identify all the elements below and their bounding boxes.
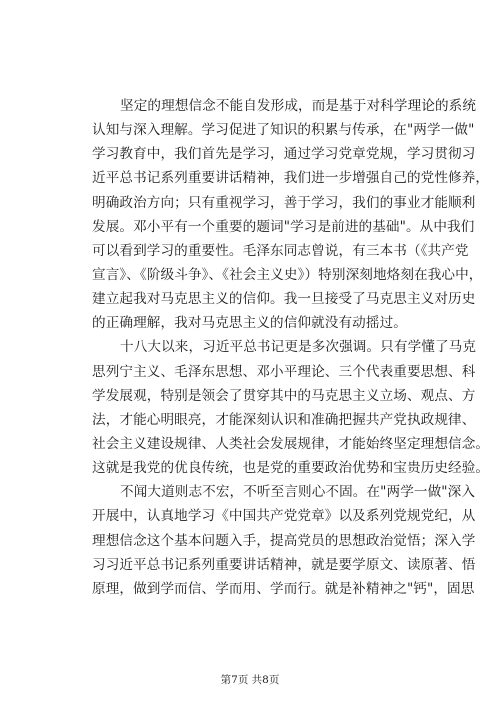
paragraph-2-line: 这就是我党的优良传统，也是党的重要政治优势和宝贵历史经验。: [92, 460, 490, 477]
page-number-footer: 第7页 共8页: [220, 674, 280, 686]
paragraph-2-line: 思列宁主义、毛泽东思想、邓小平理论、三个代表重要思想、科: [92, 363, 476, 380]
paragraph-2-line: 十八大以来，习近平总书记更是多次强调。只有学懂了马克: [120, 339, 477, 356]
paragraph-3-line: 开展中，认真地学习《中国共产党党章》以及系列党规党纪，从: [92, 508, 476, 525]
body-text: [92, 94, 490, 601]
paragraph-1-line: 近平总书记系列重要讲话精神，我们进一步增强自己的党性修养，: [92, 170, 490, 187]
paragraph-1-line: 可以看到学习的重要性。毛泽东同志曾说，有三本书（《共产党: [92, 242, 469, 259]
paragraph-1-line: 建立起我对马克思主义的信仰。我一旦接受了马克思主义对历史: [92, 291, 476, 308]
paragraph-3-line: 原理，做到学而信、学而用、学而行。就是补精神之"钙"，固思: [92, 580, 475, 597]
paragraph-3-line: 习习近平总书记系列重要讲话精神，就是要学原文、读原著、悟: [92, 556, 476, 573]
paragraph-2-line: 社会主义建设规律、人类社会发展规律，才能始终坚定理想信念。: [92, 435, 490, 452]
paragraph-1-line: 发展。邓小平有一个重要的题词"学习是前进的基础"。从中我们: [92, 218, 475, 235]
paragraph-2-line: 法，才能心明眼亮，才能深刻认识和准确把握共产党执政规律、: [92, 411, 476, 428]
paragraph-3-line: 理想信念这个基本问题入手，提高党员的思想政治觉悟；深入学: [92, 532, 476, 549]
paragraph-3-line: 不闻大道则志不宏，不听至言则心不固。在"两学一做"深入: [120, 484, 476, 501]
paragraph-1-line: 明确政治方向；只有重视学习，善于学习，我们的事业才能顺利: [92, 194, 476, 211]
paragraph-1-line: 认知与深入理解。学习促进了知识的积累与传承，在"两学一做": [92, 122, 475, 139]
paragraph-1-line: 学习教育中，我们首先是学习，通过学习党章党规，学习贯彻习: [92, 146, 476, 163]
paragraph-1-line: 的正确理解，我对马克思主义的信仰就没有动摇过。: [92, 315, 407, 332]
paragraph-1-line: 坚定的理想信念不能自发形成，而是基于对科学理论的系统: [120, 98, 477, 114]
paragraph-1-line: 宣言》、《阶级斗争》、《社会主义史》）特别深刻地烙刻在我心中，: [92, 266, 483, 283]
paragraph-2-line: 学发展观，特别是领会了贯穿其中的马克思主义立场、观点、方: [92, 387, 476, 404]
